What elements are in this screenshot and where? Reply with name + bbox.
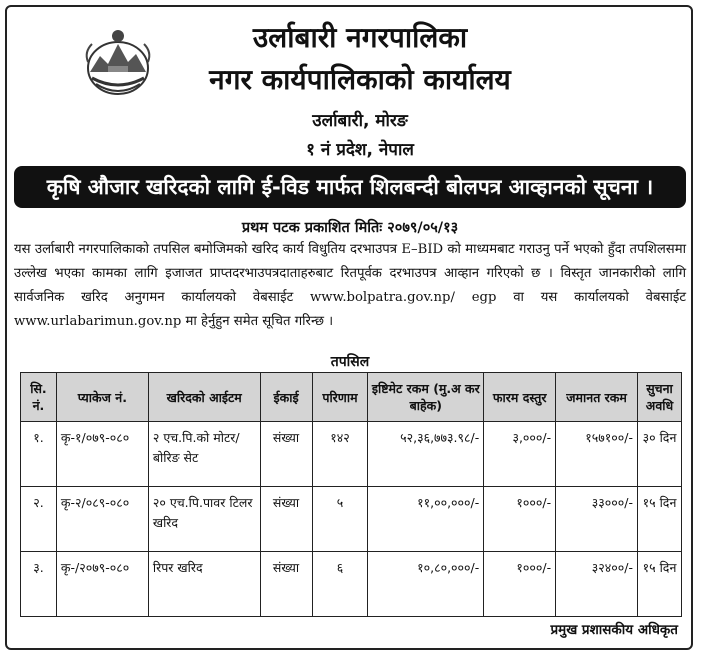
header-estimate: इष्टिमेट रकम (मु.अ कर बाहेक): [368, 373, 484, 422]
cell-form-fee: १०००/-: [484, 487, 556, 552]
cell-estimate: १०,८०,०००/-: [368, 552, 484, 617]
cell-notice-period: १५ दिन: [638, 552, 682, 617]
cell-form-fee: ३,०००/-: [484, 422, 556, 487]
office-subtitle: नगर कार्यपालिकाको कार्यालय: [209, 63, 511, 96]
table-title: तपसिल: [330, 354, 370, 370]
cell-unit: संख्या: [260, 422, 312, 487]
cell-item: २ एच.पि.को मोटर/बोरिङ सेट: [148, 422, 260, 487]
cell-item: रिपर खरिद: [148, 552, 260, 617]
cell-quantity: ६: [312, 552, 368, 617]
cell-notice-period: १५ दिन: [638, 487, 682, 552]
cell-sn: २.: [21, 487, 57, 552]
address-line: उर्लाबारी, मोरङ: [312, 111, 408, 131]
header-item: खरिदको आईटम: [148, 373, 260, 422]
cell-form-fee: १०००/-: [484, 552, 556, 617]
schedule-table: [20, 372, 682, 617]
notice-banner: कृषि औजार खरिदको लागि ई-विड मार्फत शिलबन्दी बोलपत्र आव्हानको सूचना ।: [14, 166, 686, 208]
cell-unit: संख्या: [260, 487, 312, 552]
province-line: १ नं प्रदेश, नेपाल: [306, 140, 414, 160]
nepal-emblem-icon: [78, 22, 158, 102]
table-row: [21, 552, 682, 617]
cell-estimate: ११,००,०००/-: [368, 487, 484, 552]
cell-item: २० एच.पि.पावर टिलर खरिद: [148, 487, 260, 552]
cell-bid-security: १५७१००/-: [556, 422, 638, 487]
table-row: [21, 487, 682, 552]
cell-bid-security: ३३०००/-: [556, 487, 638, 552]
header-bid-security: जमानत रकम: [556, 373, 638, 422]
notice-body: यस उर्लाबारी नगरपालिकाको तपसिल बमोजिमको खरिद कार्य विधुतिय दरभाउपत्र E–BID को माध्यमबाट गराउनु पर्ने भएको हुँदा तपशिलसमा उल्लेख भएका कामका लागि इजाजत प्राप्तदरभाउपत्रदाताहरुबाट रितपूर्वक दरभाउपत्र आव्हान गरिएको छ । विस्तृत जानकारीको लागि सार्वजनिक खरिद अनुगमन कार्यालयको वेबसाईट www.bolpatra.gov.np/ egp वा यस कार्यालयको वेबसाईट www.urlabarimun.gov.np मा हेर्नुहुन समेत सूचित गरिन्छ ।: [14, 242, 686, 329]
cell-package: कृ-२/०८९-०८०: [56, 487, 148, 552]
header-sn: सि. नं.: [21, 373, 57, 422]
header-quantity: परिणाम: [312, 373, 368, 422]
cell-notice-period: ३० दिन: [638, 422, 682, 487]
cell-sn: १.: [21, 422, 57, 487]
cell-package: कृ-१/०७९-०८०: [56, 422, 148, 487]
cell-sn: ३.: [21, 552, 57, 617]
header-form-fee: फारम दस्तुर: [484, 373, 556, 422]
header-unit: ईकाई: [260, 373, 312, 422]
cell-package: कृ-/२०७९-०८०: [56, 552, 148, 617]
header-notice-period: सुचना अवधि: [638, 373, 682, 422]
cell-unit: संख्या: [260, 552, 312, 617]
signatory-title: प्रमुख प्रशासकीय अधिकृत: [550, 622, 678, 638]
table-row: [21, 422, 682, 487]
header-package: प्याकेज नं.: [56, 373, 148, 422]
office-title: उर्लाबारी नगरपालिका: [252, 21, 468, 54]
cell-quantity: १४२: [312, 422, 368, 487]
cell-bid-security: ३२४००/-: [556, 552, 638, 617]
cell-estimate: ५२,३६,७७३.९८/-: [368, 422, 484, 487]
publication-date: प्रथम पटक प्रकाशित मितिः २०७९/०५/१३: [241, 220, 459, 236]
cell-quantity: ५: [312, 487, 368, 552]
table-header-row: [21, 373, 682, 422]
